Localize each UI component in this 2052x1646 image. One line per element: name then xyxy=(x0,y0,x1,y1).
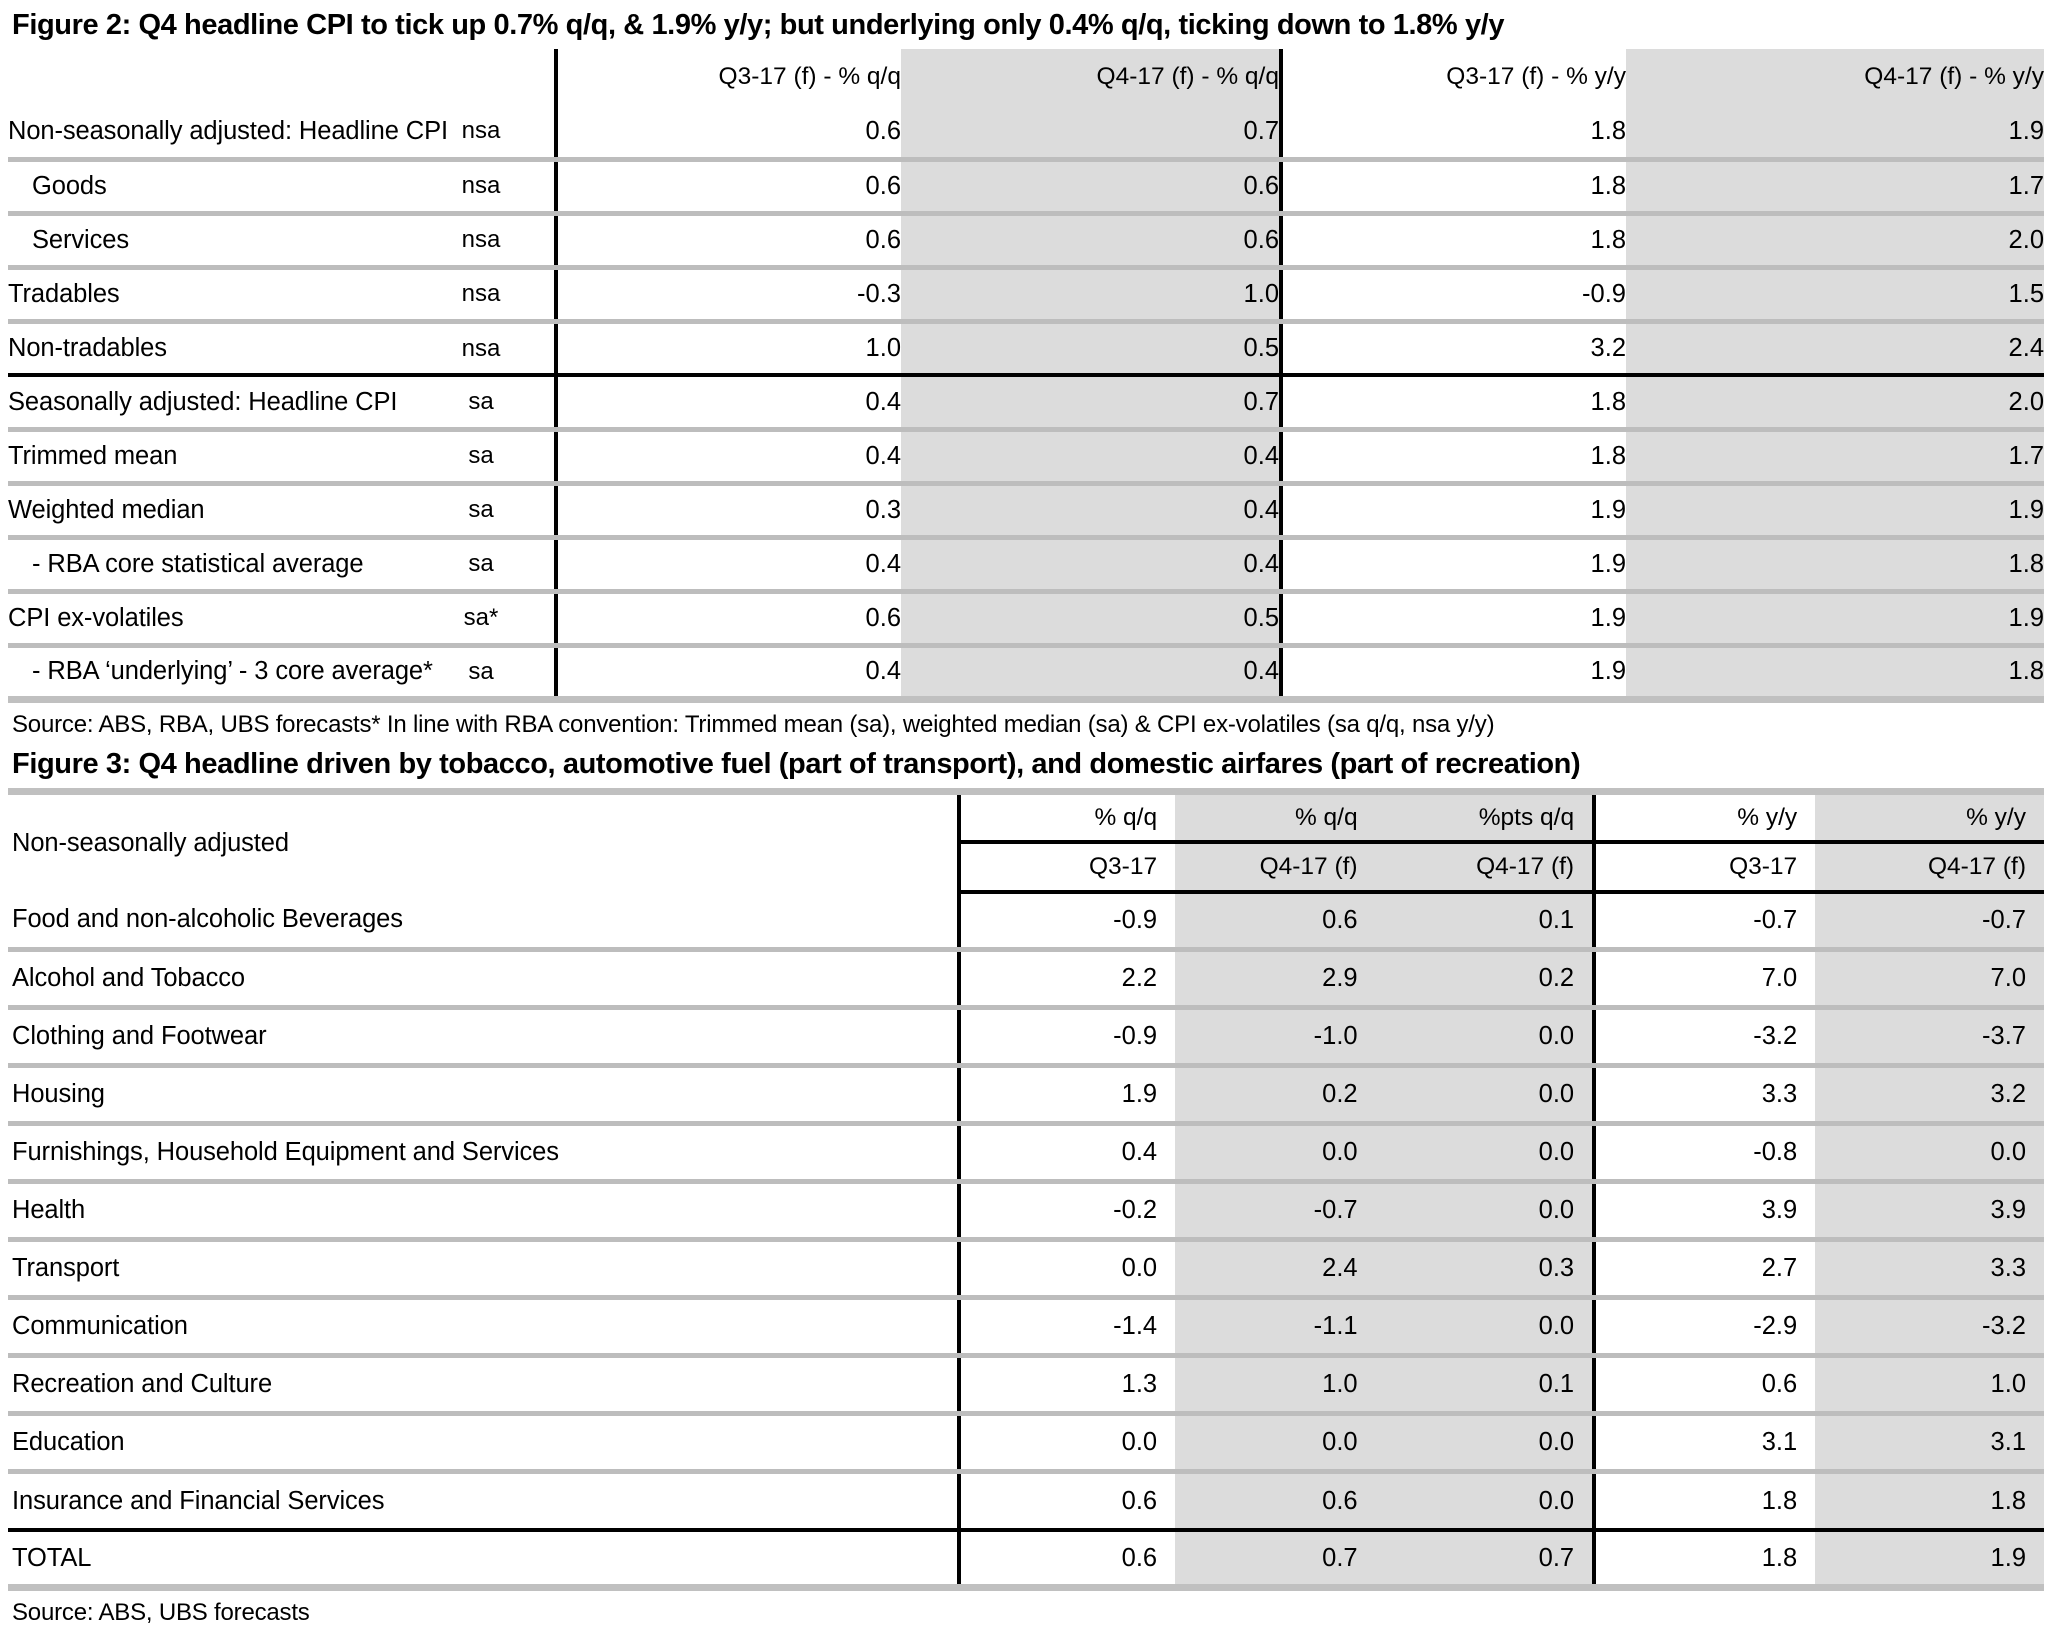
table-row xyxy=(8,321,2044,375)
figure3-cell-yy-q417: -3.2 xyxy=(1815,1298,2044,1356)
figure2-header-q317-qq: Q3-17 (f) - % q/q xyxy=(718,63,901,91)
figure3-cell-qq-q317: 0.0 xyxy=(959,1414,1175,1472)
figure2-cell-q417-qq: 0.4 xyxy=(901,537,1281,591)
figure3-total-label: TOTAL xyxy=(8,1530,959,1588)
figure2-cell-q317-qq: 0.4 xyxy=(556,645,901,699)
figure2-tbody xyxy=(8,105,2044,699)
figure3-cell-yy-q417: 1.8 xyxy=(1815,1472,2044,1530)
figure3-cell-yy-q317: 3.1 xyxy=(1594,1414,1815,1472)
figure2-row-label: Goods xyxy=(8,159,408,213)
figure3-cell-qq-q417: 2.4 xyxy=(1175,1240,1376,1298)
figure3-cell-yy-q417: -0.7 xyxy=(1815,892,2044,950)
table-row xyxy=(8,1240,2044,1298)
figure3-header-bottom-3: Q4-17 (f) xyxy=(1376,842,1595,892)
figure2-header-q317-yy: Q3-17 (f) - % y/y xyxy=(1281,49,1626,105)
figure2-cell-q317-qq: 0.4 xyxy=(556,537,901,591)
figure2-row-label: Non-tradables xyxy=(8,321,408,375)
figure3-cell-yy-q417: 3.3 xyxy=(1815,1240,2044,1298)
figure2-cell-q317-yy: 1.8 xyxy=(1281,429,1626,483)
figure3-row-label: Housing xyxy=(8,1066,959,1124)
figure3-cell-qq-q417: -1.0 xyxy=(1175,1008,1376,1066)
figure3-cell-qq-q317: -0.2 xyxy=(959,1182,1175,1240)
figure3-header-bottom-2: Q4-17 (f) xyxy=(1175,842,1376,892)
table-row xyxy=(8,1298,2044,1356)
figure2-row-adjustment: nsa xyxy=(408,105,556,159)
figure2-row-adjustment: sa* xyxy=(408,591,556,645)
figure3-row-label: Furnishings, Household Equipment and Services xyxy=(8,1124,959,1182)
figure2-row-label: Weighted median xyxy=(8,483,408,537)
figure2-row-adjustment: sa xyxy=(408,645,556,699)
figure2-cell-q317-qq: 0.6 xyxy=(556,105,901,159)
figure3-cell-qq-q417: -0.7 xyxy=(1175,1182,1376,1240)
figure2-cell-q417-qq: 0.5 xyxy=(901,321,1281,375)
figure3-source: Source: ABS, UBS forecasts xyxy=(12,1599,310,1627)
figure3-cell-pts-qq: 0.0 xyxy=(1376,1298,1595,1356)
figure3-cell-qq-q317: -0.9 xyxy=(959,892,1175,950)
figure2-cell-q317-yy: 1.9 xyxy=(1281,537,1626,591)
table-row xyxy=(8,483,2044,537)
figure3-cell-yy-q317: -0.8 xyxy=(1594,1124,1815,1182)
figure2-cell-q417-yy: 2.0 xyxy=(1626,375,2044,429)
table-row xyxy=(8,1530,2044,1588)
figure3-row-label: Clothing and Footwear xyxy=(8,1008,959,1066)
figure3-cell-qq-q417: 0.7 xyxy=(1175,1530,1376,1588)
figure3-header-top-yy-q417: % y/y xyxy=(1815,792,2044,842)
figure2-cell-q417-yy: 1.8 xyxy=(1626,537,2044,591)
figure3-cell-qq-q317: -1.4 xyxy=(959,1298,1175,1356)
figure2-header-row xyxy=(8,49,2044,105)
figure3-row-label: Health xyxy=(8,1182,959,1240)
figure3-row-label: Recreation and Culture xyxy=(8,1356,959,1414)
figure3-cell-pts-qq: 0.2 xyxy=(1376,950,1595,1008)
figure2-cell-q417-yy: 2.0 xyxy=(1626,213,2044,267)
figure2-row-label: CPI ex-volatiles xyxy=(8,591,408,645)
figure3-row-label: Alcohol and Tobacco xyxy=(8,950,959,1008)
figure3-corner-label: Non-seasonally adjusted xyxy=(8,792,959,892)
figure2-row-adjustment: nsa xyxy=(408,159,556,213)
figure2-row-adjustment: nsa xyxy=(408,213,556,267)
figure3-cell-yy-q417: 0.0 xyxy=(1815,1124,2044,1182)
figure2-header-blank-1 xyxy=(8,49,408,105)
figure3-cell-yy-q317: -2.9 xyxy=(1594,1298,1815,1356)
table-row xyxy=(8,1356,2044,1414)
figure3-cell-yy-q317: -0.7 xyxy=(1594,892,1815,950)
figure2-cell-q317-yy: 1.9 xyxy=(1281,483,1626,537)
table-row xyxy=(8,892,2044,950)
table-row xyxy=(8,1008,2044,1066)
figure3-cell-yy-q317: 3.3 xyxy=(1594,1066,1815,1124)
figure3-cell-qq-q417: 1.0 xyxy=(1175,1356,1376,1414)
figure2-title: Figure 2: Q4 headline CPI to tick up 0.7% q/q, & 1.9% y/y; but underlying only 0.4% q/q, ticking down to 1.8% y/y xyxy=(12,9,1505,41)
figure3-header-row-top xyxy=(8,792,2044,842)
figure2-cell-q317-qq: 0.6 xyxy=(556,159,901,213)
figure3-cell-pts-qq: 0.1 xyxy=(1376,1356,1595,1414)
figure3-header-top-yy-q317: % y/y xyxy=(1594,792,1815,842)
table-row xyxy=(8,1124,2044,1182)
figure2-cell-q417-qq: 0.4 xyxy=(901,483,1281,537)
table-row xyxy=(8,375,2044,429)
figure3-cell-qq-q417: 2.9 xyxy=(1175,950,1376,1008)
figure3-cell-qq-q317: 2.2 xyxy=(959,950,1175,1008)
figure3-cell-yy-q417: 1.9 xyxy=(1815,1530,2044,1588)
figure2-cell-q417-qq: 0.5 xyxy=(901,591,1281,645)
figure3-table xyxy=(8,788,2044,1591)
figure3-row-label: Transport xyxy=(8,1240,959,1298)
figure3-cell-pts-qq: 0.0 xyxy=(1376,1182,1595,1240)
figure2-cell-q417-yy: 1.5 xyxy=(1626,267,2044,321)
figure2-cell-q417-yy: 1.8 xyxy=(1626,645,2044,699)
figure3-title: Figure 3: Q4 headline driven by tobacco, automotive fuel (part of transport), and domestic airfares (part of recreation) xyxy=(12,747,1581,780)
figure2-cell-q317-qq: 0.6 xyxy=(556,591,901,645)
figure2-row-adjustment: nsa xyxy=(408,267,556,321)
figure3-header-top-qq-q317: % q/q xyxy=(959,792,1175,842)
figure2-cell-q417-yy: 1.7 xyxy=(1626,159,2044,213)
figure3-header-bottom-1: Q3-17 xyxy=(959,842,1175,892)
figure2-cell-q317-yy: 1.9 xyxy=(1281,645,1626,699)
figure3-cell-pts-qq: 0.0 xyxy=(1376,1066,1595,1124)
figure3-cell-qq-q317: -0.9 xyxy=(959,1008,1175,1066)
table-row xyxy=(8,105,2044,159)
figure3-cell-yy-q417: 1.0 xyxy=(1815,1356,2044,1414)
figure3-cell-qq-q317: 0.0 xyxy=(959,1240,1175,1298)
figure3-cell-yy-q317: 7.0 xyxy=(1594,950,1815,1008)
figure2-source: Source: ABS, RBA, UBS forecasts* In line with RBA convention: Trimmed mean (sa), weighted median (sa) & CPI ex-volatiles (sa q/q, nsa y/y) xyxy=(12,710,1495,738)
figure3-cell-qq-q317: 1.9 xyxy=(959,1066,1175,1124)
figure2-cell-q417-qq: 0.7 xyxy=(901,375,1281,429)
figure2-cell-q317-yy: 1.8 xyxy=(1281,159,1626,213)
figure2-cell-q317-qq: 0.4 xyxy=(556,429,901,483)
figure3-cell-qq-q417: 0.6 xyxy=(1175,1472,1376,1530)
figure3-header-top-qq-q417: % q/q xyxy=(1175,792,1376,842)
figure2-cell-q317-qq: 1.0 xyxy=(556,321,901,375)
figure2-row-adjustment: sa xyxy=(408,429,556,483)
table-row xyxy=(8,1414,2044,1472)
table-row xyxy=(8,429,2044,483)
figure3-cell-qq-q417: 0.6 xyxy=(1175,892,1376,950)
figure2-cell-q417-qq: 0.6 xyxy=(901,213,1281,267)
table-row xyxy=(8,213,2044,267)
figure3-cell-yy-q317: 1.8 xyxy=(1594,1472,1815,1530)
figure2-row-adjustment: sa xyxy=(408,483,556,537)
table-row xyxy=(8,1182,2044,1240)
figure2-cell-q417-qq: 0.4 xyxy=(901,645,1281,699)
figure3-cell-pts-qq: 0.0 xyxy=(1376,1124,1595,1182)
figure2-cell-q317-qq: -0.3 xyxy=(556,267,901,321)
figure3-row-label: Education xyxy=(8,1414,959,1472)
figure2-cell-q417-yy: 1.9 xyxy=(1626,483,2044,537)
figure2-cell-q317-yy: -0.9 xyxy=(1281,267,1626,321)
figure2-row-adjustment: nsa xyxy=(408,321,556,375)
figure3-cell-pts-qq: 0.7 xyxy=(1376,1530,1595,1588)
figure3-cell-pts-qq: 0.0 xyxy=(1376,1414,1595,1472)
figure3-cell-qq-q317: 0.6 xyxy=(959,1472,1175,1530)
figure2-table xyxy=(8,49,2044,703)
figure3-cell-qq-q417: -1.1 xyxy=(1175,1298,1376,1356)
figure2-header-q417-yy: Q4-17 (f) - % y/y xyxy=(1626,49,2044,105)
figure3-cell-pts-qq: 0.0 xyxy=(1376,1472,1595,1530)
figure2-cell-q317-yy: 1.9 xyxy=(1281,591,1626,645)
figure2-cell-q317-qq: 0.4 xyxy=(556,375,901,429)
figure3-cell-yy-q417: 3.1 xyxy=(1815,1414,2044,1472)
figure3-row-label: Insurance and Financial Services xyxy=(8,1472,959,1530)
figure2-header-q417-qq: Q4-17 (f) - % q/q xyxy=(901,49,1281,105)
figure3-cell-yy-q417: 7.0 xyxy=(1815,950,2044,1008)
table-row xyxy=(8,645,2044,699)
figure2-cell-q417-yy: 2.4 xyxy=(1626,321,2044,375)
figure3-cell-qq-q317: 0.4 xyxy=(959,1124,1175,1182)
figure3-cell-pts-qq: 0.3 xyxy=(1376,1240,1595,1298)
figure3-cell-qq-q317: 0.6 xyxy=(959,1530,1175,1588)
figure3-cell-qq-q317: 1.3 xyxy=(959,1356,1175,1414)
figure3-cell-yy-q417: -3.7 xyxy=(1815,1008,2044,1066)
figure3-row-label: Communication xyxy=(8,1298,959,1356)
figure3-cell-pts-qq: 0.0 xyxy=(1376,1008,1595,1066)
figure3-row-label: Food and non-alcoholic Beverages xyxy=(8,892,959,950)
figure3-cell-yy-q317: 0.6 xyxy=(1594,1356,1815,1414)
figure3-header-bottom-5: Q4-17 (f) xyxy=(1815,842,2044,892)
figure2-cell-q317-yy: 1.8 xyxy=(1281,105,1626,159)
figure2-cell-q417-qq: 0.6 xyxy=(901,159,1281,213)
figure2-row-label: Non-seasonally adjusted: Headline CPI xyxy=(8,105,408,159)
figure2-row-label: Tradables xyxy=(8,267,408,321)
figure3-thead xyxy=(8,792,2044,892)
figure2-row-label: Seasonally adjusted: Headline CPI xyxy=(8,375,408,429)
figure2-row-label: Services xyxy=(8,213,408,267)
figure2-row-adjustment: sa xyxy=(408,537,556,591)
table-row xyxy=(8,537,2044,591)
table-row xyxy=(8,1066,2044,1124)
figure2-cell-q417-qq: 0.7 xyxy=(901,105,1281,159)
figure2-cell-q417-yy: 1.7 xyxy=(1626,429,2044,483)
figure2-thead xyxy=(8,49,2044,105)
figure2-header-blank-2 xyxy=(408,49,556,105)
figure2-cell-q417-yy: 1.9 xyxy=(1626,105,2044,159)
figure2-cell-q317-yy: 3.2 xyxy=(1281,321,1626,375)
figure2-cell-q317-yy: 1.8 xyxy=(1281,375,1626,429)
figure2-cell-q317-qq: 0.6 xyxy=(556,213,901,267)
figure3-cell-qq-q417: 0.2 xyxy=(1175,1066,1376,1124)
figure2-cell-q317-yy: 1.8 xyxy=(1281,213,1626,267)
figure3-cell-yy-q417: 3.2 xyxy=(1815,1066,2044,1124)
figure3-cell-qq-q417: 0.0 xyxy=(1175,1124,1376,1182)
figure3-cell-yy-q417: 3.9 xyxy=(1815,1182,2044,1240)
figure2-cell-q417-qq: 1.0 xyxy=(901,267,1281,321)
table-row xyxy=(8,267,2044,321)
figure3-cell-pts-qq: 0.1 xyxy=(1376,892,1595,950)
figure3-header-bottom-4: Q3-17 xyxy=(1594,842,1815,892)
figure3-tbody xyxy=(8,892,2044,1588)
table-row xyxy=(8,1472,2044,1530)
figure3-cell-qq-q417: 0.0 xyxy=(1175,1414,1376,1472)
figure2-row-label: - RBA core statistical average xyxy=(8,537,408,591)
figure2-cell-q417-qq: 0.4 xyxy=(901,429,1281,483)
figure3-cell-yy-q317: 1.8 xyxy=(1594,1530,1815,1588)
table-row xyxy=(8,950,2044,1008)
figure3-cell-yy-q317: 2.7 xyxy=(1594,1240,1815,1298)
figure2-cell-q317-qq: 0.3 xyxy=(556,483,901,537)
figure3-header-top-pts-qq: %pts q/q xyxy=(1376,792,1595,842)
table-row xyxy=(8,159,2044,213)
figure3-cell-yy-q317: 3.9 xyxy=(1594,1182,1815,1240)
figure2-row-adjustment: sa xyxy=(408,375,556,429)
figure2-row-label: Trimmed mean xyxy=(8,429,408,483)
figure2-row-label: - RBA ‘underlying’ - 3 core average* xyxy=(8,645,408,699)
figure2-cell-q417-yy: 1.9 xyxy=(1626,591,2044,645)
table-row xyxy=(8,591,2044,645)
figure3-cell-yy-q317: -3.2 xyxy=(1594,1008,1815,1066)
